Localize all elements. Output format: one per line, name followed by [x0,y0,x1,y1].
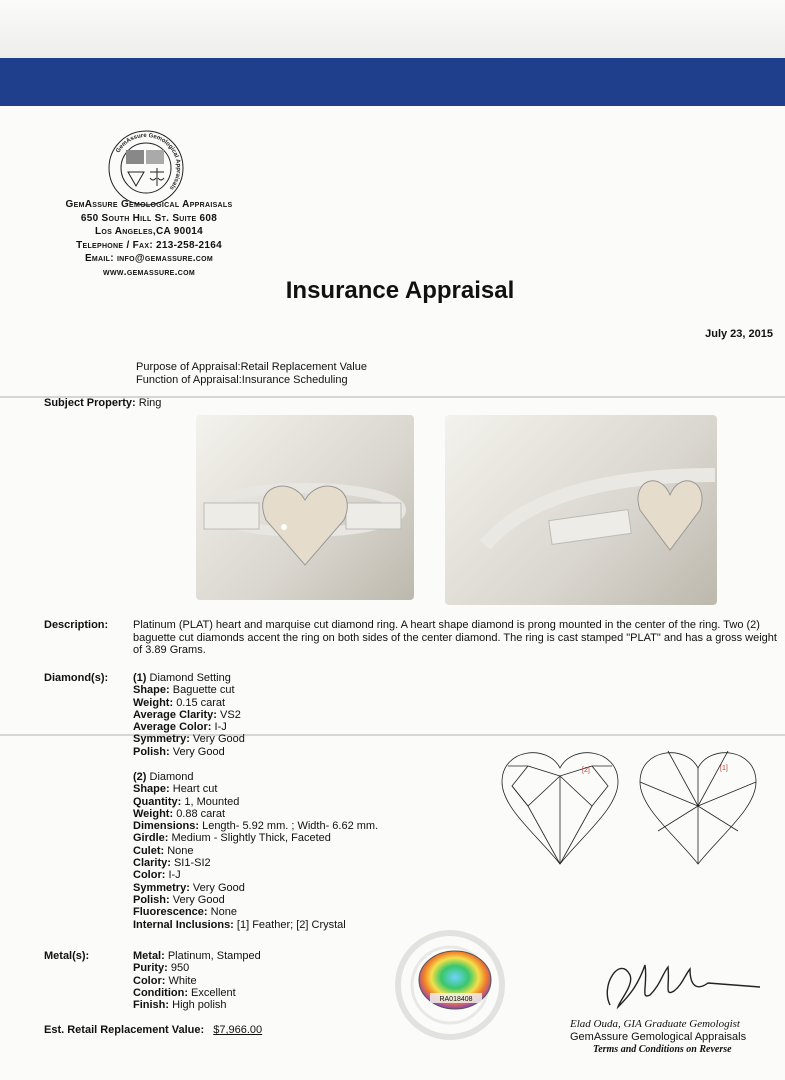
signer-block [570,1018,746,1043]
spec-row [133,906,378,918]
company-name: GemAssure Gemological Appraisals [65,199,233,210]
spec-key: Condition: [133,986,188,999]
signer-name: Elad Ouda, GIA Graduate Gemologist [570,1018,740,1030]
spec-key: Finish: [133,999,170,1012]
signer-company: GemAssure Gemological Appraisals [570,1030,747,1043]
spec-value: 950 [170,962,190,975]
spec-key: Quantity: [133,795,182,808]
spec-row [133,894,378,906]
spec-row [133,999,261,1011]
spec-row [133,869,378,881]
spec-key: Fluorescence: [133,906,208,919]
spec-row [133,975,261,987]
heart-pavilion-plot [640,751,756,864]
document-title: Insurance Appraisal [285,277,515,304]
spec-row [133,962,261,974]
spec-key: Weight: [133,696,174,709]
spec-row [133,987,261,999]
clarity-plot-diagram [498,746,760,866]
setting-2-title: Diamond [149,771,194,783]
plot-mark-1: [1] [720,765,728,772]
spec-value: Platinum, Stamped [167,950,261,962]
subject-value: Ring [138,397,162,409]
spec-row [133,709,245,721]
description-text: Platinum (PLAT) heart and marquise cut diamond ring. A heart shape diamond is prong mounted in the center of the ring. Two (2) baguette cut diamonds accent the ring on both sides of the center diamond. The ring is cast stamped "PLAT" and has a gross weight of 3.89 Grams. [133,619,777,656]
diamonds-label: Diamond(s): [44,672,109,684]
spec-value: Very Good [192,881,245,894]
spec-row [133,919,378,931]
subject-property [44,397,161,410]
estimate-value: $7,966.00 [213,1024,263,1036]
spec-key: Dimensions: [133,820,200,833]
gemassure-logo [106,128,186,208]
spec-row [133,857,378,869]
hologram-sticker [418,950,493,1010]
spec-row [133,832,378,844]
spec-row [133,808,378,820]
fold-line [0,734,785,736]
spec-value: Heart cut [172,783,218,796]
setting-2-number: (2) [133,771,147,783]
spec-key: Polish: [133,745,170,758]
header-band [0,58,785,106]
description-label: Description: [44,619,109,631]
spec-key: Average Clarity: [133,708,217,721]
metals-label: Metal(s): [44,950,90,962]
setting-1-title: Diamond Setting [149,672,231,684]
spec-value: SI1-SI2 [173,857,211,870]
ring-photo-front [196,415,414,600]
spec-row [133,697,245,709]
spec-value: Very Good [192,733,245,746]
spec-value: Very Good [172,745,225,758]
spec-key: Clarity: [133,857,171,870]
setting-1-number: (1) [133,672,147,684]
spec-value: Excellent [191,986,236,999]
spec-value: 0.88 carat [176,807,226,820]
spec-row [133,684,245,696]
spec-key: Culet: [133,844,165,857]
spec-key: Purity: [133,962,168,975]
spec-key: Girdle: [133,832,169,845]
spec-value: [1] Feather; [2] Crystal [236,918,346,931]
ring-photo-side [445,415,717,605]
spec-row [133,950,261,962]
terms-note: Terms and Conditions on Reverse [593,1044,732,1055]
spec-value: None [167,844,194,857]
spec-value: 0.15 carat [176,696,226,709]
top-sheet-edge [0,0,785,64]
spec-row [133,721,245,733]
spec-row [133,845,378,857]
spec-key: Symmetry: [133,881,190,894]
diamond-setting-2 [133,771,378,931]
spec-key: Internal Inclusions: [133,918,234,931]
spec-value: None [210,906,237,919]
purpose-line: Purpose of Appraisal:Retail Replacement Value [136,361,367,373]
spec-value: Baguette cut [172,684,235,697]
company-email: Email: info@gemassure.com [84,253,214,264]
company-block [44,198,254,279]
spec-value: VS2 [220,708,241,721]
spec-row [133,783,378,795]
spec-key: Symmetry: [133,733,190,746]
spec-row [133,882,378,894]
hologram-code: RA018408 [439,996,473,1003]
spec-row [133,746,245,758]
estimate-row [44,1024,262,1036]
spec-value: Medium - Slightly Thick, Faceted [171,832,331,845]
spec-value: High polish [172,999,227,1012]
function-line: Function of Appraisal:Insurance Scheduling [136,374,348,386]
purpose-block [136,361,367,387]
spec-row [133,733,245,745]
spec-key: Shape: [133,783,170,796]
spec-value: Length- 5.92 mm. ; Width- 6.62 mm. [202,820,379,833]
subject-label: Subject Property: [44,397,136,409]
company-phone: Telephone / Fax: 213-258-2164 [76,239,222,251]
spec-key: Shape: [133,684,170,697]
spec-key: Color: [133,974,166,987]
spec-value: I-J [214,721,227,734]
spec-value: White [168,974,197,987]
spec-key: Metal: [133,950,165,962]
setting-1-header [133,672,245,684]
company-address-2: Los Angeles,CA 90014 [94,226,204,237]
spec-key: Polish: [133,893,170,906]
spec-value: 1, Mounted [184,795,240,808]
heart-crown-plot [502,753,618,864]
spec-value: Very Good [172,893,225,906]
spec-row [133,796,378,808]
company-website: www.gemassure.com [103,266,195,278]
spec-key: Average Color: [133,721,212,734]
appraisal-date: July 23, 2015 [705,328,773,340]
plot-mark-2: [2] [582,767,590,774]
spec-key: Color: [133,869,166,882]
setting-2-header [133,771,378,783]
diamond-setting-1 [133,672,245,758]
spec-row [133,820,378,832]
metal-details [133,950,261,1011]
spec-value: I-J [168,869,181,882]
spec-key: Weight: [133,807,174,820]
logo-ring-text: GemAssure Gemological Appraisals [115,132,182,191]
estimate-label: Est. Retail Replacement Value: [44,1024,205,1036]
signature [590,945,770,1020]
company-address-1: 650 South Hill St. Suite 608 [80,212,218,224]
